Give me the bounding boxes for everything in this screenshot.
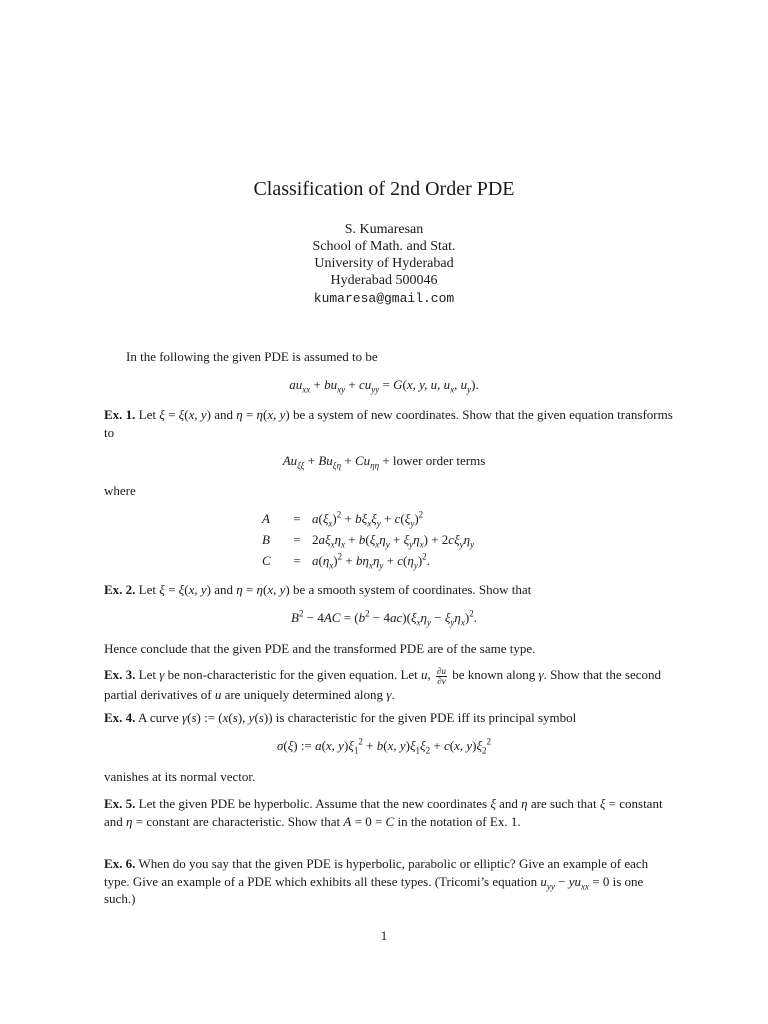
exercise-5: Ex. 5. Let the given PDE be hyperbolic. Assume that the new coordinates ξ and η are such that ξ = constant and η = constant are characteristic. Show that A = 0 = C in the notation of Ex. 1. xyxy=(104,796,663,829)
exercise-4-label: Ex. 4. xyxy=(104,710,136,725)
author-city: Hyderabad 500046 xyxy=(330,273,438,288)
exercise-3-label: Ex. 3. xyxy=(104,667,136,682)
coefficient-equations xyxy=(262,510,474,573)
page-title: Classification of 2nd Order PDE xyxy=(253,178,515,200)
transformed-equation: $Au_{\xi\xi} + Bu_{\xi\eta} + Cu_{\eta\eta}$ + lower order terms xyxy=(282,453,486,471)
page-number: 1 xyxy=(380,928,388,943)
exercise-2: Ex. 2. Let ξ = ξ(x, y) and η = η(x, y) be a smooth system of coordinates. Show that xyxy=(104,582,532,597)
discriminant-equation: $B^2 - 4AC = (b^2 - 4ac)(\xi_x\eta_y - \xi_y\eta_x)^2$. xyxy=(291,608,477,628)
equation-row: B = $2a\xi_x\eta_x + b(\xi_x\eta_y + \xi_y\eta_x) + 2c\xi_y\eta_y$ xyxy=(262,532,475,550)
where-text: where xyxy=(104,483,136,498)
exercise-4: Ex. 4. A curve γ(s) := (x(s), y(s)) is characteristic for the given PDE iff its principal symbol xyxy=(104,710,577,725)
exercise-6-label: Ex. 6. xyxy=(104,856,136,871)
exercise-1-label: Ex. 1. xyxy=(104,407,136,422)
exercise-2-conclusion: Hence conclude that the given PDE and the transformed PDE are of the same type. xyxy=(104,641,536,656)
partial-derivative-fraction: $\frac{\partial u}{\partial\nu}$ xyxy=(437,665,446,686)
exercise-3: Ex. 3. Let γ be non-characteristic for the given equation. Let u, $\frac{\partial u}{\partial\nu}$ be known along γ. Show that the second partial derivatives of u are uniquely determined along γ. xyxy=(104,665,661,702)
author-email: kumaresa@gmail.com xyxy=(313,291,455,306)
equation-row: C = $a(\eta_x)^2 + b\eta_x\eta_y + c(\eta_y)^2$. xyxy=(262,551,430,571)
equation-row: A = $a(\xi_x)^2 + b\xi_x\xi_y + c(\xi_y)^2$ xyxy=(262,509,424,529)
exercise-4-after: vanishes at its normal vector. xyxy=(104,769,256,784)
author-university: University of Hyderabad xyxy=(314,256,454,271)
exercise-6: Ex. 6. When do you say that the given PDE is hyperbolic, parabolic or elliptic? Give an example of each type. Give an example of a PDE which exhibits all these types. (Tricomi’s equation $u_{yy} - yu_{xx} = 0$ is one such.) xyxy=(104,856,649,906)
exercise-2-label: Ex. 2. xyxy=(104,582,136,597)
exercise-5-label: Ex. 5. xyxy=(104,796,136,811)
author-dept: School of Math. and Stat. xyxy=(312,239,456,254)
intro-text: In the following the given PDE is assumed to be xyxy=(126,349,378,364)
author-name: S. Kumaresan xyxy=(344,222,424,237)
main-pde-equation: $au_{xx} + bu_{xy} + cu_{yy} = G(x$, y, u, $u_x$, $u_y$). xyxy=(289,377,479,395)
exercise-1: Ex. 1. Let ξ = ξ(x, y) and η = η(x, y) be a system of new coordinates. Show that the given equation transforms to xyxy=(104,407,673,440)
principal-symbol-equation: σ(ξ) := a(x, $y)\xi_1^2 + b(x$, $y)\xi_1\xi_2 + c(x$, $y)\xi_2^2$ xyxy=(276,736,492,756)
